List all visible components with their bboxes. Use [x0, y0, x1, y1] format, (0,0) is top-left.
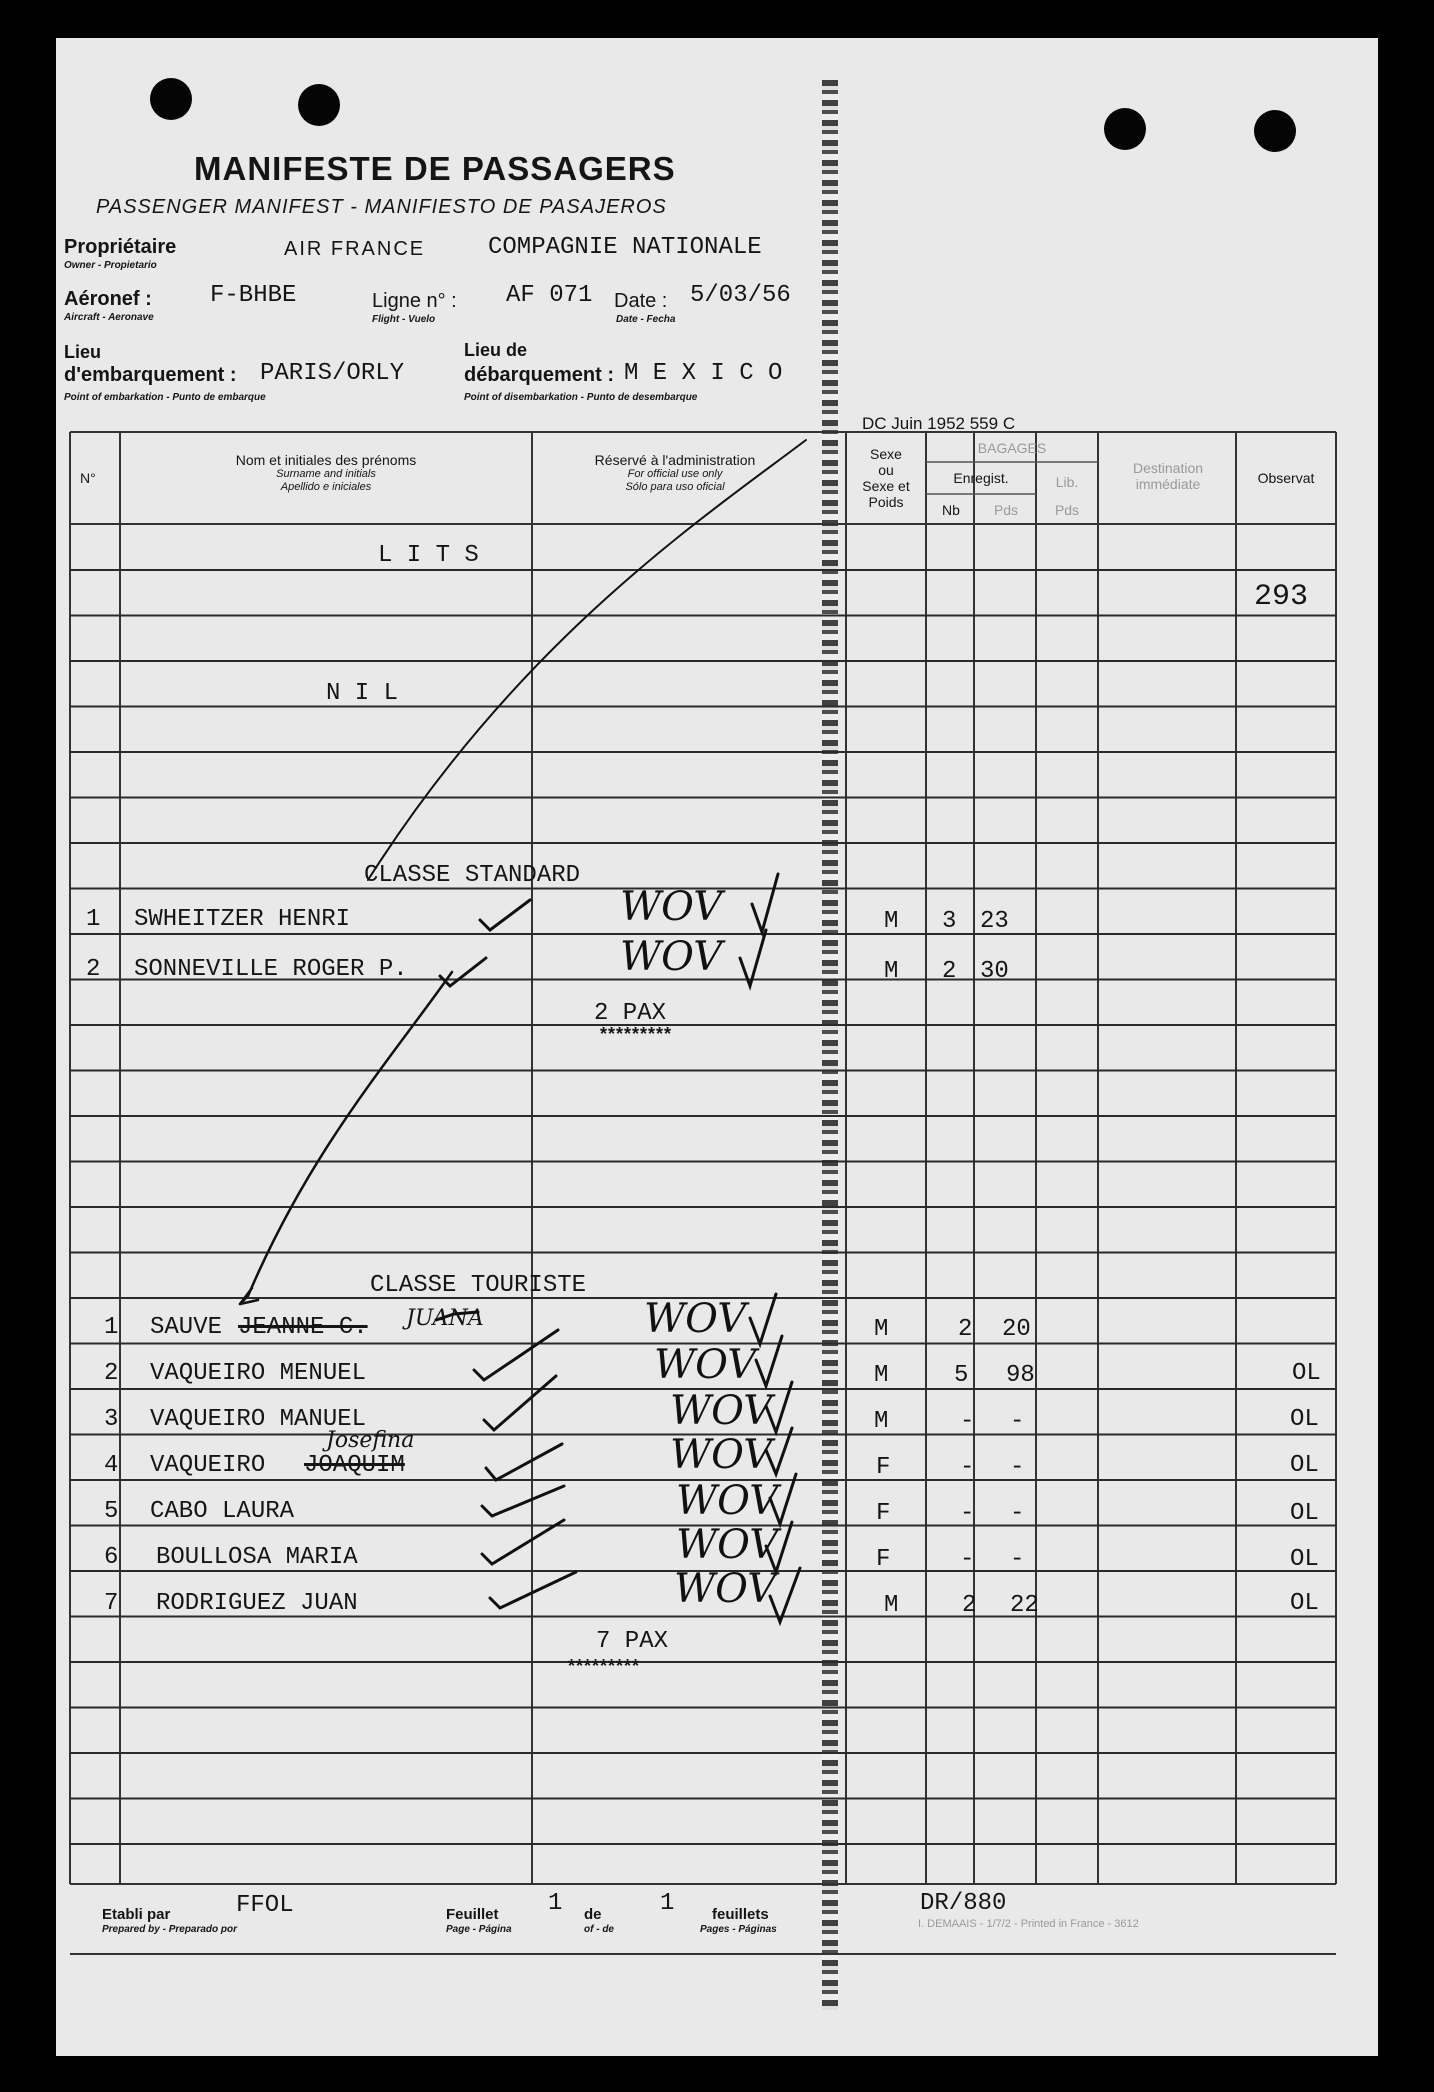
date-label: Date : — [614, 290, 668, 312]
tou-row-5-no: 5 — [104, 1498, 119, 1525]
col-pds: Pds — [993, 502, 1019, 518]
touriste-total: 7 PAX — [596, 1628, 669, 1655]
tou-row-6-pds: - — [1010, 1546, 1025, 1573]
std-row-1-nb: 3 — [942, 908, 957, 935]
standard-total: 2 PAX — [594, 1000, 667, 1027]
date-sublabel: Date - Fecha — [616, 314, 676, 325]
tou-row-2-pds: 98 — [1006, 1362, 1035, 1389]
owner-label: Propriétaire — [64, 236, 177, 258]
check-mark — [486, 1444, 562, 1480]
tou-row-4-mark: WOV — [670, 1432, 773, 1478]
std-row-1-sex: M — [884, 908, 899, 935]
tou-row-6-name: BOULLOSA MARIA — [156, 1544, 358, 1571]
embark-value: PARIS/ORLY — [260, 360, 405, 387]
tou-row-3-sex: M — [874, 1408, 889, 1435]
flight-sublabel: Flight - Vuelo — [372, 314, 436, 325]
tou-row-2-obs: OL — [1292, 1360, 1321, 1387]
tou-row-1-hand: JUANA — [406, 1306, 484, 1331]
col-sexe-2: ou — [878, 462, 894, 479]
col-name-sub-2: Apellido e iniciales — [280, 480, 372, 493]
check-mark — [490, 1572, 576, 1608]
col-enregist: Enregist. — [953, 470, 1009, 486]
of-value: 1 — [660, 1890, 675, 1917]
sheet-label: Feuillet — [446, 1906, 499, 1923]
col-lib: Lib. — [1055, 474, 1079, 490]
tou-row-5-sex: F — [876, 1500, 891, 1527]
col-reserved-sub-1: For official use only — [627, 468, 723, 481]
of-sublabel: of - de — [584, 1924, 614, 1935]
tou-row-5-name: CABO LAURA — [150, 1498, 295, 1525]
tou-row-2-mark: WOV — [654, 1342, 757, 1388]
section-lits: L I T S — [378, 542, 479, 569]
std-row-2-name: SONNEVILLE ROGER P. — [134, 956, 408, 983]
owner-sublabel: Owner - Propietario — [64, 260, 157, 271]
touriste-stars: ********* — [568, 1656, 641, 1676]
col-destination-2: immédiate — [1135, 476, 1201, 493]
tou-row-7-no: 7 — [104, 1590, 119, 1617]
col-no: N° — [80, 470, 96, 486]
reference-number: DR/880 — [920, 1890, 1007, 1917]
flight-label: Ligne n° : — [372, 290, 457, 312]
std-row-1-name: SWHEITZER HENRI — [134, 906, 351, 933]
embark-label-1: Lieu — [64, 342, 102, 362]
tou-row-4-pds: - — [1010, 1454, 1025, 1481]
col-sexe-4: Poids — [868, 494, 904, 511]
tou-row-3-mark: WOV — [670, 1388, 773, 1434]
check-mark — [440, 958, 486, 986]
prepared-sublabel: Prepared by - Preparado por — [102, 1924, 238, 1935]
tou-row-5-mark: WOV — [676, 1478, 779, 1524]
check-mark — [752, 874, 778, 932]
check-mark — [484, 1376, 556, 1430]
tou-row-7-mark: WOV — [674, 1566, 777, 1612]
flight-value: AF 071 — [506, 282, 593, 309]
std-row-2-sex: M — [884, 958, 899, 985]
tou-row-3-name: VAQUEIRO MANUEL — [150, 1406, 367, 1433]
col-nb: Nb — [942, 502, 960, 518]
debark-label-2: débarquement : — [464, 364, 615, 386]
debark-value: M E X I C O — [624, 360, 783, 387]
col-sexe-3: Sexe et — [862, 478, 910, 495]
check-mark — [740, 930, 766, 986]
printer-imprint: I. DEMAAIS - 1/7/2 - Printed in France - 3612 — [918, 1918, 1139, 1930]
tou-row-6-obs: OL — [1290, 1546, 1319, 1573]
tou-row-1-struck: JEANNE C. — [238, 1314, 368, 1341]
col-reserved: Réservé à l'administration — [594, 452, 756, 468]
tou-row-2-no: 2 — [104, 1360, 119, 1387]
tou-row-3-pds: - — [1010, 1408, 1025, 1435]
tou-row-1-no: 1 — [104, 1314, 119, 1341]
connector-arrow — [240, 972, 452, 1304]
debark-sublabel: Point of disembarkation - Punto de desembarque — [464, 392, 698, 403]
col-destination-1: Destination — [1132, 460, 1204, 476]
page-subtitle: PASSENGER MANIFEST - MANIFIESTO DE PASAJEROS — [96, 196, 667, 218]
sheets-label: feuillets — [712, 1906, 769, 1923]
std-row-1-pds: 23 — [980, 908, 1009, 935]
check-mark — [436, 1312, 478, 1320]
col-bagages: BAGAGES — [977, 440, 1047, 456]
tou-row-2-name: VAQUEIRO MENUEL — [150, 1360, 367, 1387]
tou-row-3-no: 3 — [104, 1406, 119, 1433]
col-reserved-sub-2: Sólo para uso oficial — [625, 480, 725, 493]
check-mark — [480, 900, 530, 930]
tou-row-1-sex: M — [874, 1316, 889, 1343]
tou-row-5-obs: OL — [1290, 1500, 1319, 1527]
page-title: MANIFESTE DE PASSAGERS — [194, 150, 676, 187]
std-row-2-nb: 2 — [942, 958, 957, 985]
section-nil: N I L — [326, 680, 399, 707]
aircraft-value: F-BHBE — [210, 282, 297, 309]
tou-row-5-pds: - — [1010, 1500, 1025, 1527]
check-mark — [766, 1522, 792, 1572]
check-mark — [474, 1330, 558, 1380]
tou-row-4-nb: - — [960, 1454, 975, 1481]
std-row-2-pds: 30 — [980, 958, 1009, 985]
tou-row-6-nb: - — [960, 1546, 975, 1573]
check-mark — [482, 1520, 564, 1564]
std-row-2-no: 2 — [86, 956, 101, 983]
tou-row-7-obs: OL — [1290, 1590, 1319, 1617]
check-mark — [766, 1382, 792, 1432]
tou-row-6-sex: F — [876, 1546, 891, 1573]
tou-row-4-obs: OL — [1290, 1452, 1319, 1479]
tou-row-6-no: 6 — [104, 1544, 119, 1571]
tou-row-3-obs: OL — [1290, 1406, 1319, 1433]
of-label: de — [584, 1906, 602, 1923]
tou-row-4-sex: F — [876, 1454, 891, 1481]
sheet-sublabel: Page - Página — [446, 1924, 512, 1935]
diagonal-strike — [368, 440, 806, 880]
prepared-value: FFOL — [236, 1892, 294, 1919]
tou-row-1-pds: 20 — [1002, 1316, 1031, 1343]
col-pds2: Pds — [1054, 502, 1080, 518]
check-mark — [482, 1486, 564, 1516]
tou-row-7-sex: M — [884, 1592, 899, 1619]
date-value: 5/03/56 — [690, 282, 791, 309]
tou-row-2-nb: 5 — [954, 1362, 969, 1389]
form-code: DC Juin 1952 559 C — [862, 414, 1016, 433]
tou-row-2-sex: M — [874, 1362, 889, 1389]
debark-label-1: Lieu de — [464, 340, 528, 360]
tou-row-5-nb: - — [960, 1500, 975, 1527]
tou-row-4-no: 4 — [104, 1452, 119, 1479]
prepared-label: Etabli par — [102, 1906, 171, 1923]
aircraft-sublabel: Aircraft - Aeronave — [64, 312, 154, 323]
tou-row-4-name: VAQUEIRO — [150, 1452, 266, 1479]
std-row-2-mark: WOV — [620, 934, 723, 980]
col-sexe-1: Sexe — [870, 446, 902, 462]
owner-typed: COMPAGNIE NATIONALE — [488, 234, 762, 261]
embark-sublabel: Point of embarkation - Punto de embarque — [64, 392, 266, 403]
col-name: Nom et initiales des prénoms — [235, 452, 417, 468]
std-row-1-mark: WOV — [620, 884, 723, 930]
tou-row-4-hand: Josefina — [326, 1428, 415, 1453]
tou-row-7-nb: 2 — [962, 1592, 977, 1619]
sheets-sublabel: Pages - Páginas — [700, 1924, 777, 1935]
col-name-sub-1: Surname and initials — [276, 468, 376, 481]
standard-stars: ********* — [600, 1024, 673, 1044]
check-mark — [770, 1474, 796, 1524]
check-mark — [750, 1294, 776, 1344]
check-mark — [766, 1428, 792, 1474]
aircraft-label: Aéronef : — [64, 288, 152, 310]
check-mark — [770, 1568, 800, 1622]
tou-row-6-mark: WOV — [676, 1522, 779, 1568]
section-standard: CLASSE STANDARD — [364, 862, 581, 889]
tou-row-1-mark: WOV — [644, 1296, 747, 1342]
observ-293: 293 — [1254, 580, 1309, 614]
embark-label-2: d'embarquement : — [64, 364, 237, 386]
owner-value: AIR FRANCE — [284, 238, 426, 260]
col-observat: Observat — [1257, 470, 1315, 486]
tou-row-1-nb: 2 — [958, 1316, 973, 1343]
tou-row-3-nb: - — [960, 1408, 975, 1435]
std-row-1-no: 1 — [86, 906, 101, 933]
tou-row-1-name: SAUVE — [150, 1314, 223, 1341]
sheet-value: 1 — [548, 1890, 563, 1917]
section-touriste: CLASSE TOURISTE — [370, 1272, 587, 1299]
tou-row-7-pds: 22 — [1010, 1592, 1039, 1619]
tou-row-4-struck: JOAQUIM — [304, 1452, 405, 1479]
tou-row-7-name: RODRIGUEZ JUAN — [156, 1590, 358, 1617]
